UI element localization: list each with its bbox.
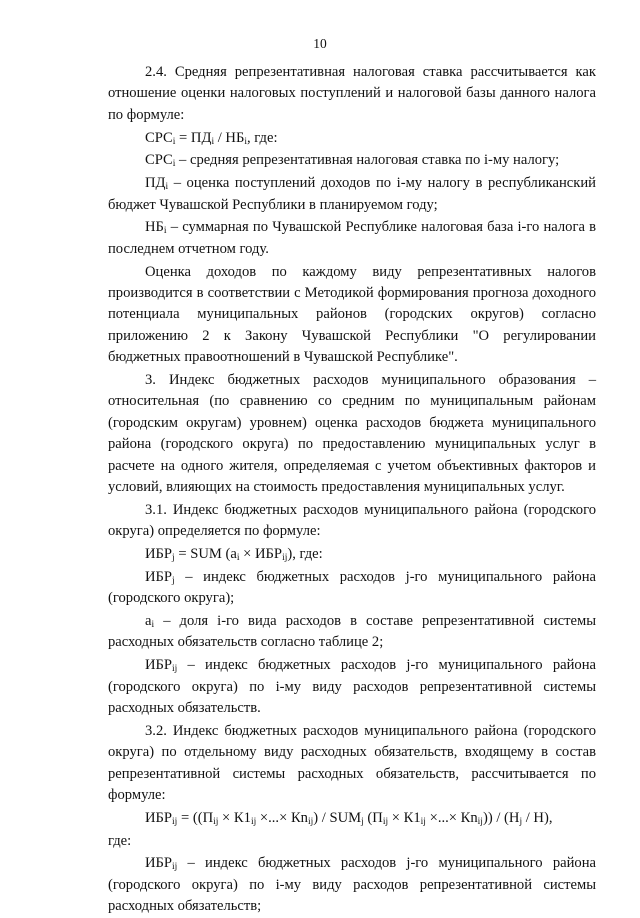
paragraph: $ИБР_j$ – индекс бюджетных расходов j-го муниципального района (городского округа); — [108, 568, 596, 607]
paragraph: 3.2. Индекс бюджетных расходов муниципального района (городского округа) по отдельному виду расходных обязательств, входящему в состав репрезентативной системы расходных обязательств, рассчитывается по формуле: — [108, 722, 596, 804]
paragraph: $СРС_i$ – средняя репрезентативная налоговая ставка по i-му налогу; — [145, 152, 560, 170]
paragraph: 3. Индекс бюджетных расходов муниципального образования – относительная (по сравнению со средним по муниципальным районам (городским округам) уровнем) оценка расходов бюджета муниципального района (городского округа) по предоставлению муниципальных услуг в расчете на одного жителя, определяемая с учетом объективных факторов и условий, влияющих на стоимость предоставления муниципальных услуг. — [108, 372, 596, 496]
paragraph: 2.4. Средняя репрезентативная налоговая ставка рассчитывается как отношение оценки налоговых поступлений и налоговой базы данного налога по формуле: — [108, 64, 596, 123]
paragraph: $ИБР_{ij}$ – индекс бюджетных расходов j-го муниципального района (городского округа) по i-му виду расходов репрезентативной системы расходных обязательств. — [108, 657, 596, 717]
paragraph: $НБ_i$ – суммарная по Чувашской Республике налоговая база i-го налога в последнем отчетном году. — [108, 219, 596, 257]
paragraph: $ИБР_j$ = SUM $(a_i \times ИБР_{ij})$, где: — [145, 546, 323, 564]
paragraph: $ИБР_{ij} = ((П_{ij} \times К1_{ij}$ ×...× $Кn_{ij}) / SUM_j$ ($П_{ij} \times К1_{ij}$ ×...× $Кn_{ij})) / (Н_j / Н)$, — [145, 809, 553, 827]
paragraph: $ПД_i$ – оценка поступлений доходов по i-му налогу в республиканский бюджет Чувашской Республики в планируемом году; — [108, 175, 596, 213]
paragraph: $ИБР_{ij}$ – индекс бюджетных расходов j-го муниципального района (городского округа) по i-му виду расходов репрезентативной системы расходных обязательств; — [108, 855, 596, 915]
paragraph: $СРС_i = ПД_i / НБ_i$, где: — [145, 129, 278, 147]
page-number: 10 — [313, 36, 327, 51]
document-body — [108, 62, 596, 918]
paragraph: Оценка доходов по каждому виду репрезентативных налогов производится в соответствии с Методикой формирования прогноза доходного потенциала муниципальных районов (городских округов) согласно приложению 2 к Закону Чувашской Республики "О регулировании бюджетных правоотношений в Чувашской Республике". — [108, 263, 596, 366]
paragraph: где: — [108, 832, 132, 849]
paragraph: $a_i$ – доля i-го вида расходов в составе репрезентативной системы расходных обязательств согласно таблице 2; — [108, 613, 596, 651]
paragraph: 3.1. Индекс бюджетных расходов муниципального района (городского округа) определяется по формуле: — [108, 501, 596, 540]
